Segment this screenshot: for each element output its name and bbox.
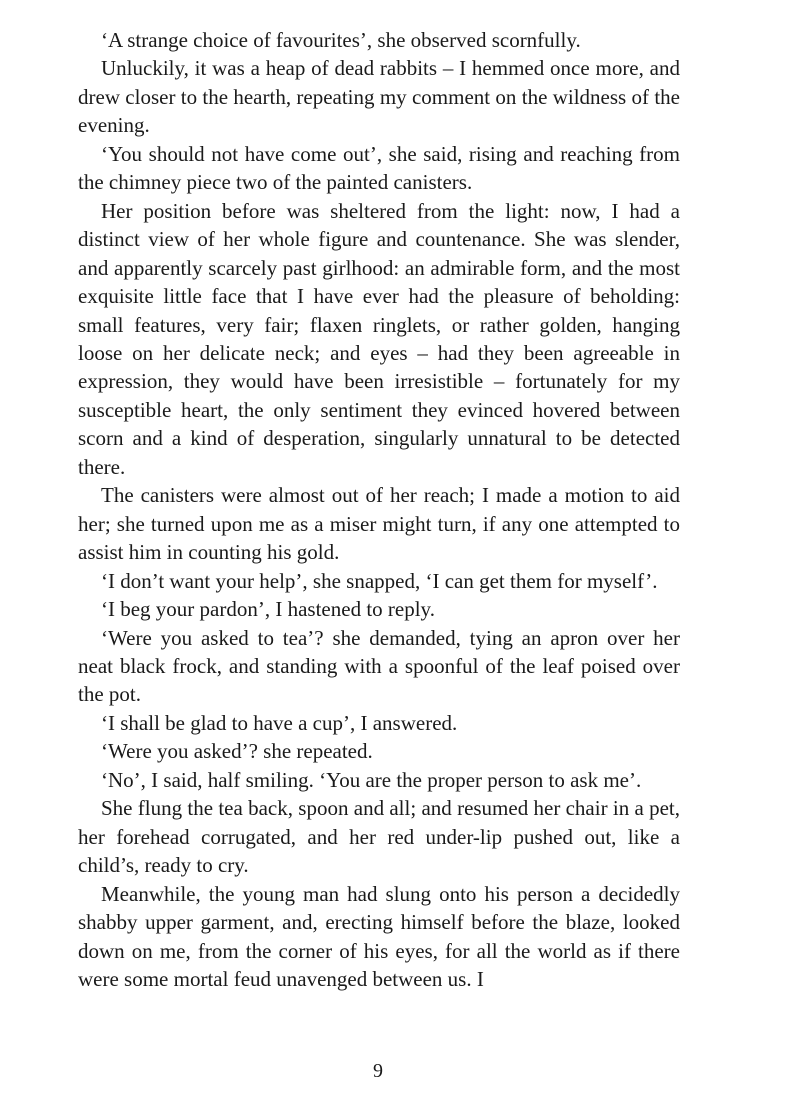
paragraph-1: ‘A strange choice of favourites’, she observed scornfully. — [101, 28, 581, 52]
paragraph-2: Unluckily, it was a heap of dead rabbits – I hemmed once more, and drew closer to the hearth, repeating my comment on the wildness of the evening. — [78, 56, 680, 138]
paragraph-13: Meanwhile, the young man had slung onto his person a decidedly shabby upper garment, and, erecting himself before the blaze, looked down on me, from the corner of his eyes, for all the world as if there were some mortal feud unavenged between us. I — [78, 881, 680, 991]
paragraph-8: ‘Were you asked to tea’? she demanded, tying an apron over her neat black frock, and standing with a spoonful of the leaf poised over the pot. — [78, 625, 680, 707]
page-body — [78, 26, 680, 993]
paragraph-10: ‘Were you asked’? she repeated. — [101, 739, 373, 764]
paragraph-6: ‘I don’t want your help’, she snapped, ‘I can get them for myself’. — [101, 568, 658, 593]
paragraph-9: ‘I shall be glad to have a cup’, I answered. — [101, 710, 458, 735]
page-number: 9 — [373, 1060, 383, 1082]
paragraph-5: The canisters were almost out of her reach; I made a motion to aid her; she turned upon me as a miser might turn, if any one attempted to assist him in counting his gold. — [78, 483, 680, 565]
paragraph-7: ‘I beg your pardon’, I hastened to reply. — [101, 597, 435, 622]
paragraph-12: She flung the tea back, spoon and all; and resumed her chair in a pet, her forehead corrugated, and her red under-lip pushed out, like a child’s, ready to cry. — [78, 796, 680, 878]
paragraph-11: ‘No’, I said, half smiling. ‘You are the proper person to ask me’. — [101, 767, 642, 792]
paragraph-3: ‘You should not have come out’, she said, rising and reaching from the chimney piece two of the painted canisters. — [78, 141, 680, 195]
paragraph-4: Her position before was sheltered from the light: now, I had a distinct view of her whole figure and countenance. She was slender, and apparently scarcely past girlhood: an admirable form, and the most exquisite little face that I have ever had the pleasure of beholding: small features, very fair; flaxen ringlets, or rather golden, hanging loose on her delicate neck; and eyes – had they been agreeable in expression, they would have been irresistible – fortunately for my susceptible heart, the only sentiment they evinced hovered between scorn and a kind of desperation, singularly unnatural to be detected there. — [78, 198, 680, 479]
